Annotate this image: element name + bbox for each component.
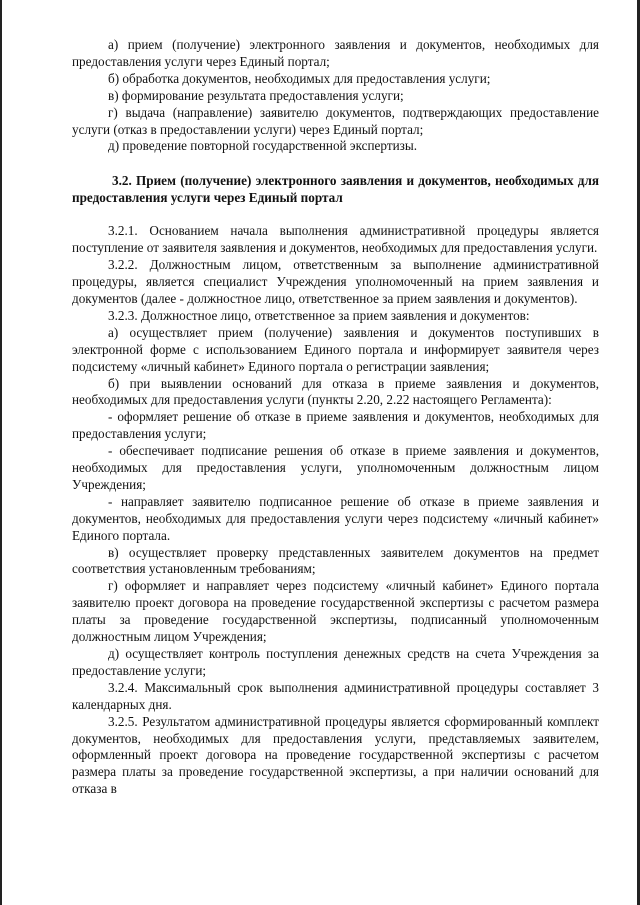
paragraph: - направляет заявителю подписанное решение об отказе в приеме заявления и документов, необходимых для предоставления услуги через подсистему «личный кабинет» Единого портала. xyxy=(72,493,599,543)
procedure-list xyxy=(72,37,599,155)
list-item: а) прием (получение) электронного заявления и документов, необходимых для предоставления услуги через Единый портал; xyxy=(72,37,599,69)
section-heading: 3.2. Прием (получение) электронного заявления и документов, необходимых для предоставления услуги через Единый портал xyxy=(72,173,599,206)
list-item: г) выдача (направление) заявителю документов, подтверждающих предоставление услуги (отказ в предоставлении услуги) через Единый портал; xyxy=(72,104,599,137)
paragraph: 3.2.3. Должностное лицо, ответственное за прием заявления и документов: xyxy=(108,307,530,323)
paragraph: 3.2.1. Основанием начала выполнения административной процедуры является поступление от заявителя заявления и документов, необходимых для предоставления услуги. xyxy=(72,223,599,256)
spacer xyxy=(72,155,599,172)
list-item: б) обработка документов, необходимых для предоставления услуги; xyxy=(108,70,491,86)
section-body xyxy=(72,223,599,798)
paragraph: а) осуществляет прием (получение) заявления и документов поступивших в электронной форме с использованием Единого портала и информирует заявителя через подсистему «личный кабинет» Единого портала о регистрации заявления; xyxy=(72,324,599,374)
page-left-edge xyxy=(0,0,2,905)
paragraph: б) при выявлении оснований для отказа в приеме заявления и документов, необходимых для предоставления услуги (пункты 2.20, 2.22 настоящего Регламента): xyxy=(72,375,599,408)
paragraph: 3.2.4. Максимальный срок выполнения административной процедуры составляет 3 календарных дня. xyxy=(72,679,599,712)
paragraph: д) осуществляет контроль поступления денежных средств на счета Учреждения за предоставление услуги; xyxy=(72,646,599,678)
paragraph: г) оформляет и направляет через подсистему «личный кабинет» Единого портала заявителю проект договора на проведение государственной экспертизы с расчетом размера платы за проведение государственной экспертизы, подписанный уполномоченным должностным лицом Учреждения; xyxy=(72,578,599,645)
paragraph: 3.2.2. Должностным лицом, ответственным за выполнение административной процедуры, является специалист Учреждения уполномоченный на прием заявления и документов (далее - должностное лицо, ответственное за прием заявления и документов). xyxy=(72,257,599,306)
spacer xyxy=(72,206,599,223)
paragraph: - обеспечивает подписание решения об отказе в приеме заявления и документов, необходимых для предоставления услуги, уполномоченным должностным лицом Учреждения; xyxy=(72,443,599,492)
paragraph: - оформляет решение об отказе в приеме заявления и документов, необходимых для предоставления услуги; xyxy=(72,409,599,442)
paragraph: 3.2.5. Результатом административной процедуры является сформированный комплект документов, необходимых для предоставления услуги, представляемых заявителем, оформленный проект договора на проведение государственной экспертизы с расчетом размера платы за проведение государственной экспертизы, а при наличии оснований для отказа в xyxy=(72,713,599,797)
paragraph: в) осуществляет проверку представленных заявителем документов на предмет соответствия установленным требованиям; xyxy=(72,544,599,577)
list-item: д) проведение повторной государственной экспертизы. xyxy=(108,138,418,154)
list-item: в) формирование результата предоставления услуги; xyxy=(108,87,404,103)
